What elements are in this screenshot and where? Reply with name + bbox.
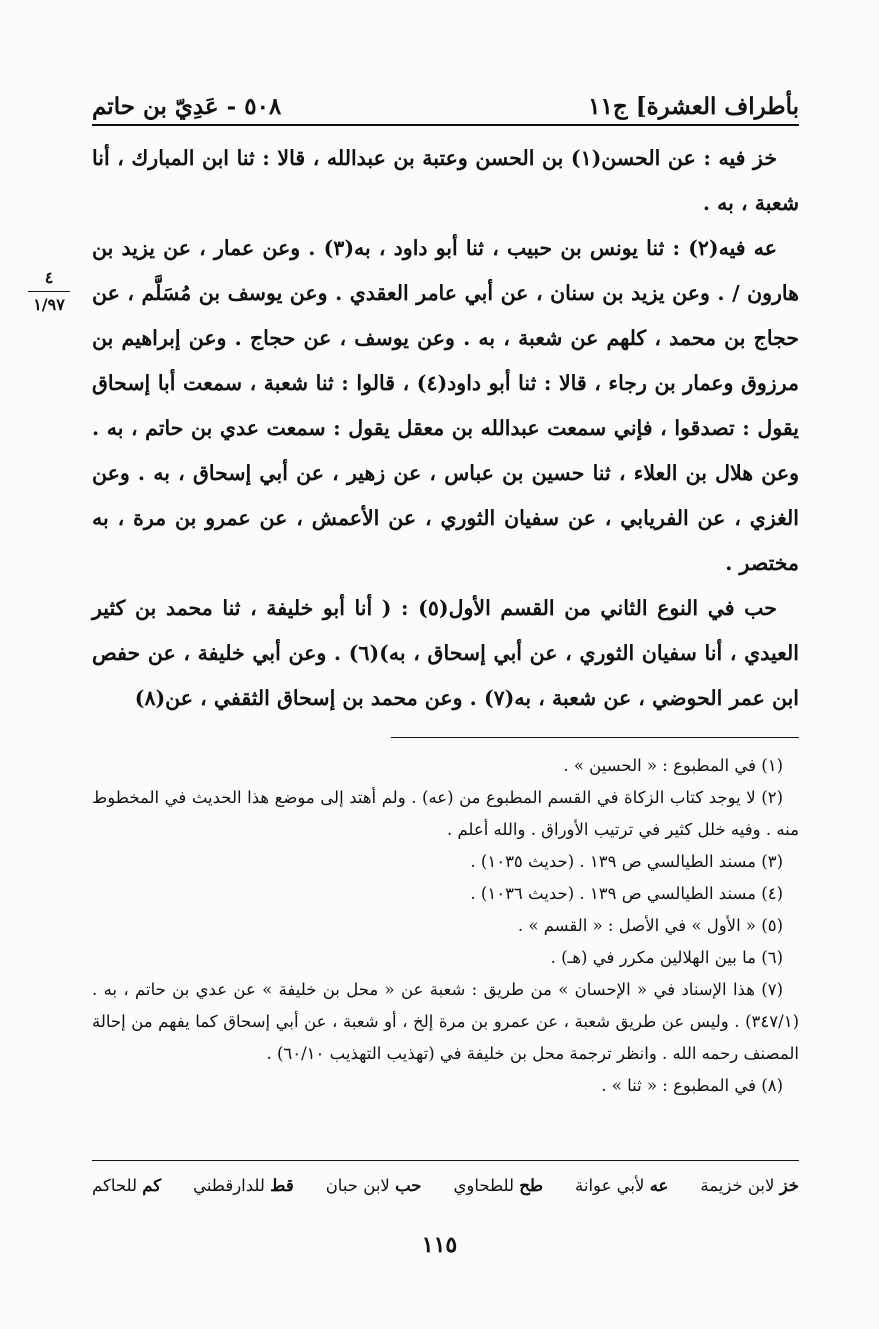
- paragraph-ah: عه فيه(٢) : ثنا يونس بن حبيب ، ثنا أبو داود ، به(٣) . وعن عمار ، عن يزيد بن هارون / . وعن يزيد بن سنان ، عن أبي عامر العقدي . وعن يوسف بن مُسَلَّم ، عن حجاج بن محمد ، كلهم عن شعبة ، به . وعن يوسف ، عن حجاج . وعن إبراهيم بن مرزوق وعمار بن رجاء ، قالا : ثنا أبو داود(٤) ، قالوا : ثنا شعبة ، سمعت أبا إسحاق يقول : تصدقوا ، فإني سمعت عبدالله بن معقل يقول : سمعت عدي بن حاتم ، به . وعن هلال بن العلاء ، ثنا حسين بن عباس ، عن زهير ، عن أبي إسحاق ، به . وعن الغزي ، عن الفريابي ، عن سفيان الثوري ، عن الأعمش ، عن عمرو بن مرة ، به مختصر .: [92, 236, 799, 575]
- footnote-5: (٥) « الأول » في الأصل : « القسم » .: [517, 916, 783, 935]
- page-number: ١١٥: [421, 1232, 458, 1258]
- header-right-title: بأطراف العشرة] ج١١: [588, 93, 799, 120]
- siglum-item: طح للطحاوي: [453, 1176, 544, 1195]
- footnote-1: (١) في المطبوع : « الحسين » .: [563, 756, 783, 775]
- folio-top: ٤: [44, 268, 54, 287]
- footnote-8: (٨) في المطبوع : « ثنا » .: [601, 1076, 783, 1095]
- header-divider: [92, 124, 799, 126]
- footnote-2: (٢) لا يوجد كتاب الزكاة في القسم المطبوع من (عه) . ولم أهتد إلى موضع هذا الحديث في المخطوط منه . وفيه خلل كثير في ترتيب الأوراق . والله أعلم .: [92, 788, 799, 839]
- footnotes: [92, 750, 799, 1102]
- footnote-7: (٧) هذا الإسناد في « الإحسان » من طريق : شعبة عن « محل بن خليفة » عن عدي بن حاتم ، به . (٣٤٧/١) . وليس عن طريق شعبة ، عن عمرو بن مرة إلخ ، أو شعبة ، عن أبي إسحاق كما يفهم من إحالة المصنف رحمه الله . وانظر ترجمة محل بن خليفة في (تهذيب التهذيب ٦٠/١٠) .: [92, 980, 799, 1063]
- main-text: [92, 136, 799, 721]
- siglum-item: حب لابن حبان: [325, 1176, 422, 1195]
- footnote-4: (٤) مسند الطيالسي ص ١٣٩ . (حديث ١٠٣٦) .: [470, 884, 783, 903]
- footnote-3: (٣) مسند الطيالسي ص ١٣٩ . (حديث ١٠٣٥) .: [470, 852, 783, 871]
- siglum-item: قط للدارقطني: [193, 1176, 294, 1195]
- siglum-item: كم للحاكم: [92, 1176, 162, 1195]
- footnote-divider: [391, 737, 799, 738]
- footnote-6: (٦) ما بين الهلالين مكرر في (هـ) .: [550, 948, 783, 967]
- siglum-item: خز لابن خزيمة: [700, 1176, 799, 1195]
- paragraph-khz: خز فيه : عن الحسن(١) بن الحسن وعتبة بن عبدالله ، قالا : ثنا ابن المبارك ، أنا شعبة ، به .: [92, 146, 799, 215]
- folio-divider: [28, 291, 70, 292]
- manuscript-folio-note: [22, 268, 76, 315]
- folio-bottom: ١/٩٧: [33, 295, 65, 314]
- sigla-divider: [92, 1160, 799, 1161]
- paragraph-hb: حب في النوع الثاني من القسم الأول(٥) : ( أنا أبو خليفة ، ثنا محمد بن كثير العيدي ، أنا سفيان الثوري ، عن أبي إسحاق ، به)(٦) . وعن أبي خليفة ، عن حفص ابن عمر الحوضي ، عن شعبة ، به(٧) . وعن محمد بن إسحاق الثقفي ، عن(٨): [92, 596, 799, 710]
- running-header: [92, 64, 799, 124]
- header-left-title: ٥٠٨ - عَدِيّ بن حاتم: [92, 93, 282, 120]
- sigla-legend: [92, 1176, 799, 1195]
- siglum-item: عه لأبي عوانة: [575, 1176, 669, 1195]
